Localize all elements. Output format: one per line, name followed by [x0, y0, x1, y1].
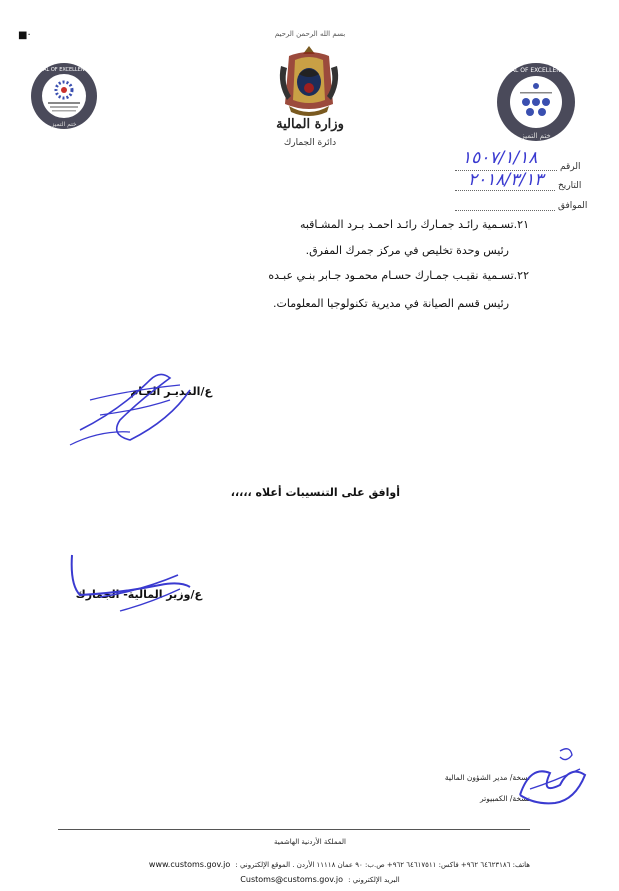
footer-contact: هاتف: ٦٤٦٢٣١٨٦ ٩٦٢+ فاكس: ٦٤٦١٧٥١١ ٩٦٢+ ص.ب: ٩٠ عمان ١١١١٨ الأردن . الموقع الإلكتروني : [235, 861, 530, 869]
director-signature-icon [60, 360, 200, 450]
item-text: تسـمية نقيـب جمـارك حسـام محمـود جـابر بنـي عبـده [268, 269, 514, 282]
seal-right-label: SEAL OF EXCELLENCE [503, 67, 569, 74]
cc-finance: نسخة/ مدير الشؤون المالية [444, 773, 530, 782]
director-signature-label: ع/المديـر العـام [130, 385, 212, 398]
footer-email-label: البريد الإلكتروني : [348, 876, 400, 884]
item-21 [300, 218, 529, 231]
jordan-coat-of-arms-icon [275, 44, 343, 120]
date-label: التاريخ [558, 181, 582, 191]
corr-label: الموافق [558, 201, 588, 211]
cc-initials-icon [500, 745, 600, 810]
approval-text: أوافق على التنسيبات أعلاه ،،،،، [230, 486, 400, 499]
item-22 [268, 269, 529, 282]
item-number: ٢١. [513, 218, 529, 231]
footer-kingdom: المملكة الأردنية الهاشمية [273, 838, 347, 846]
department-name: دائرة الجمارك [283, 138, 337, 148]
ref-label: الرقم [560, 162, 581, 172]
seal-of-excellence-right-icon [496, 62, 576, 142]
minister-signature-label: ع/وزير المالية- الجمارك [75, 588, 202, 601]
minister-signature-icon [60, 545, 200, 615]
seal-right-bottom: ختم التميز [521, 132, 551, 140]
bismillah: بسم الله الرحمن الرحيم [274, 30, 346, 38]
item-number: ٢٢. [513, 269, 529, 282]
footer-email-row [200, 867, 440, 886]
footer-divider [58, 829, 530, 830]
seal-left-bottom: ختم التميز [51, 121, 77, 128]
footer-website: www.customs.gov.jo [148, 860, 231, 869]
corner-mark: ■· [18, 30, 31, 41]
date-dots [455, 190, 555, 191]
item-text: تسـمية رائـد جمـارك رائـد احمـد بـرد المشـاقبه [299, 218, 514, 231]
seal-left-label: SEAL OF EXCELLENCE [36, 67, 92, 73]
seal-of-excellence-left-icon [30, 62, 98, 130]
footer-email: Customs@customs.gov.jo [240, 875, 344, 884]
ministry-name: وزارة المالية [276, 117, 344, 132]
date-value: ٢٠١٨/٣/١٣ [468, 170, 544, 190]
cc-computer: نسخة/ الكمبيوتر [479, 794, 530, 803]
corr-dots [455, 210, 555, 211]
ref-value: ١٥٠٧/١/١٨ [462, 148, 538, 168]
item-21-line2: رئيس وحدة تخليص في مركز جمرك المفرق. [305, 244, 509, 257]
item-22-line2: رئيس قسم الصيانة في مديرية تكنولوجيا المعلومات. [273, 297, 509, 310]
